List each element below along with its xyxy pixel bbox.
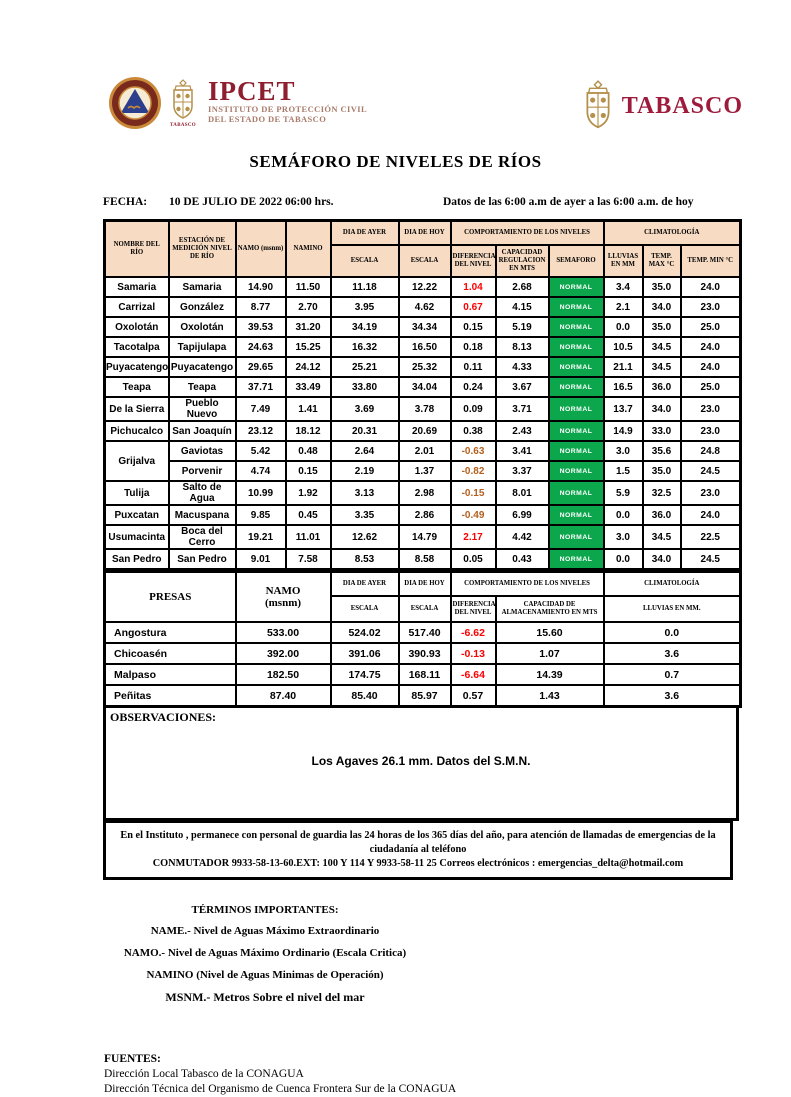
- station-cell: Salto de Agua: [169, 481, 236, 505]
- river-name-cell: Teapa: [105, 377, 169, 397]
- scale-yesterday-cell: 391.06: [331, 643, 399, 664]
- scale-yesterday-cell: 34.19: [331, 317, 399, 337]
- rain-cell: 0.0: [604, 317, 643, 337]
- level-difference-cell: 1.04: [451, 277, 496, 297]
- temp-max-cell: 35.0: [643, 461, 681, 481]
- dam-name-cell: Peñitas: [105, 685, 236, 707]
- level-difference-cell: -6.64: [451, 664, 496, 685]
- river-row: [105, 481, 741, 505]
- station-cell: Macuspana: [169, 505, 236, 525]
- temp-min-cell: 24.0: [681, 337, 741, 357]
- namo-cell: 14.90: [236, 277, 286, 297]
- scale-today-cell: 20.69: [399, 421, 451, 441]
- dam-row: [105, 685, 741, 707]
- rain-cell: 0.0: [604, 505, 643, 525]
- regulation-capacity-cell: 3.41: [496, 441, 549, 461]
- river-row: [105, 377, 741, 397]
- temp-min-cell: 24.5: [681, 549, 741, 570]
- station-cell: Tapijulapa: [169, 337, 236, 357]
- namino-cell: 7.58: [286, 549, 331, 570]
- level-difference-cell: 0.11: [451, 357, 496, 377]
- regulation-capacity-cell: 2.43: [496, 421, 549, 441]
- scale-today-cell: 4.62: [399, 297, 451, 317]
- ipcet-subtitle-line1: INSTITUTO DE PROTECCIÓN CIVIL: [208, 104, 368, 114]
- sources-title: FUENTES:: [104, 1053, 161, 1065]
- scale-today-cell: 517.40: [399, 622, 451, 643]
- scale-today-cell: 2.86: [399, 505, 451, 525]
- temp-max-cell: 32.5: [643, 481, 681, 505]
- level-difference-cell: 0.38: [451, 421, 496, 441]
- river-row: [105, 525, 741, 549]
- date-row: [103, 196, 743, 208]
- river-row: [105, 297, 741, 317]
- namino-cell: 0.45: [286, 505, 331, 525]
- scale-today-cell: 34.34: [399, 317, 451, 337]
- station-cell: San Pedro: [169, 549, 236, 570]
- scale-yesterday-cell: 85.40: [331, 685, 399, 707]
- temp-min-cell: 23.0: [681, 397, 741, 421]
- scale-today-cell: 25.32: [399, 357, 451, 377]
- col-header-namino: NAMINO: [286, 221, 331, 278]
- regulation-capacity-cell: 8.01: [496, 481, 549, 505]
- rain-cell: 3.6: [604, 643, 741, 664]
- regulation-capacity-cell: 3.71: [496, 397, 549, 421]
- river-name-cell: Puxcatan: [105, 505, 169, 525]
- storage-capacity-cell: 1.07: [496, 643, 604, 664]
- station-cell: Pueblo Nuevo: [169, 397, 236, 421]
- semaforo-status-cell: NORMAL: [549, 297, 604, 317]
- river-name-cell: Tacotalpa: [105, 337, 169, 357]
- fecha-value: 10 DE JULIO DE 2022 06:00 hrs.: [169, 196, 334, 208]
- scale-today-cell: 8.58: [399, 549, 451, 570]
- tabasco-wordmark: TABASCO: [621, 92, 743, 119]
- terms-title: TÉRMINOS IMPORTANTES:: [191, 904, 339, 916]
- dam-row: [105, 622, 741, 643]
- temp-min-cell: 24.0: [681, 357, 741, 377]
- rain-cell: 5.9: [604, 481, 643, 505]
- institute-note-line2: CONMUTADOR 9933-58-13-60.EXT: 100 Y 114 Y 9933-58-11 25 Correos electrónicos : emergencias_delta@hotmail.com: [152, 858, 684, 869]
- semaforo-status-cell: NORMAL: [549, 549, 604, 570]
- dams-header-dia-ayer: DIA DE AYER: [331, 572, 399, 596]
- rain-cell: 3.6: [604, 685, 741, 707]
- regulation-capacity-cell: 4.33: [496, 357, 549, 377]
- regulation-capacity-cell: 2.68: [496, 277, 549, 297]
- ipcet-subtitle-line2: DEL ESTADO DE TABASCO: [208, 114, 327, 124]
- dam-name-cell: Angostura: [105, 622, 236, 643]
- storage-capacity-cell: 15.60: [496, 622, 604, 643]
- temp-max-cell: 34.5: [643, 525, 681, 549]
- scale-today-cell: 3.78: [399, 397, 451, 421]
- namo-cell: 37.71: [236, 377, 286, 397]
- dams-header-escala-ayer: ESCALA: [331, 596, 399, 622]
- namino-cell: 31.20: [286, 317, 331, 337]
- scale-yesterday-cell: 20.31: [331, 421, 399, 441]
- level-difference-cell: -0.15: [451, 481, 496, 505]
- rain-cell: 21.1: [604, 357, 643, 377]
- river-name-cell: Pichucalco: [105, 421, 169, 441]
- col-header-dia-ayer: DIA DE AYER: [331, 221, 399, 246]
- river-row: [105, 461, 741, 481]
- level-difference-cell: 0.09: [451, 397, 496, 421]
- scale-yesterday-cell: 524.02: [331, 622, 399, 643]
- river-row: [105, 549, 741, 570]
- river-row: [105, 441, 741, 461]
- river-name-cell: San Pedro: [105, 549, 169, 570]
- rivers-table: [103, 219, 742, 571]
- river-name-cell: Samaria: [105, 277, 169, 297]
- namo-cell: 29.65: [236, 357, 286, 377]
- scale-yesterday-cell: 25.21: [331, 357, 399, 377]
- col-header-comportamiento: COMPORTAMIENTO DE LOS NIVELES: [451, 221, 604, 246]
- dams-header-dia-hoy: DIA DE HOY: [399, 572, 451, 596]
- dams-header-presas: PRESAS: [105, 572, 236, 622]
- namino-cell: 18.12: [286, 421, 331, 441]
- scale-yesterday-cell: 16.32: [331, 337, 399, 357]
- namo-cell: 8.77: [236, 297, 286, 317]
- rain-cell: 0.7: [604, 664, 741, 685]
- station-cell: Porvenir: [169, 461, 236, 481]
- temp-min-cell: 24.0: [681, 277, 741, 297]
- temp-min-cell: 22.5: [681, 525, 741, 549]
- source-line-2: Dirección Técnica del Organismo de Cuenca Frontera Sur de la CONAGUA: [104, 1083, 457, 1095]
- namino-cell: 0.48: [286, 441, 331, 461]
- regulation-capacity-cell: 0.43: [496, 549, 549, 570]
- level-difference-cell: -6.62: [451, 622, 496, 643]
- namino-cell: 33.49: [286, 377, 331, 397]
- river-name-cell: Tulija: [105, 481, 169, 505]
- station-cell: Gaviotas: [169, 441, 236, 461]
- semaforo-status-cell: NORMAL: [549, 277, 604, 297]
- regulation-capacity-cell: 3.67: [496, 377, 549, 397]
- river-row: [105, 277, 741, 297]
- river-name-cell: Grijalva: [105, 441, 169, 481]
- river-row: [105, 357, 741, 377]
- fecha-label: FECHA:: [103, 196, 148, 208]
- ipcet-logo: [108, 76, 367, 130]
- scale-yesterday-cell: 3.35: [331, 505, 399, 525]
- river-name-cell: Carrizal: [105, 297, 169, 317]
- rain-cell: 16.5: [604, 377, 643, 397]
- level-difference-cell: -0.49: [451, 505, 496, 525]
- rain-cell: 0.0: [604, 622, 741, 643]
- crest-caption: TABASCO: [170, 123, 196, 128]
- col-header-capacidad: CAPACIDAD REGULACION EN MTS: [496, 245, 549, 277]
- temp-min-cell: 23.0: [681, 421, 741, 441]
- scale-today-cell: 390.93: [399, 643, 451, 664]
- rain-cell: 14.9: [604, 421, 643, 441]
- tabasco-state-crest-icon: [580, 80, 616, 132]
- col-header-temp-max: TEMP. MAX °C: [643, 245, 681, 277]
- level-difference-cell: 0.18: [451, 337, 496, 357]
- dams-header-comportamiento: COMPORTAMIENTO DE LOS NIVELES: [451, 572, 604, 596]
- sources-block: [104, 1052, 791, 1097]
- namino-cell: 1.41: [286, 397, 331, 421]
- river-name-cell: Usumacinta: [105, 525, 169, 549]
- dams-header-climatologia: CLIMATOLOGÍA: [604, 572, 741, 596]
- rain-cell: 0.0: [604, 549, 643, 570]
- namo-cell: 24.63: [236, 337, 286, 357]
- namino-cell: 11.50: [286, 277, 331, 297]
- term-name: NAME.- Nivel de Aguas Máximo Extraordinario: [150, 925, 380, 937]
- tables-stack: [103, 219, 739, 880]
- station-cell: San Joaquín: [169, 421, 236, 441]
- regulation-capacity-cell: 8.13: [496, 337, 549, 357]
- namo-cell: 19.21: [236, 525, 286, 549]
- rain-cell: 3.0: [604, 525, 643, 549]
- col-header-semaforo: SEMAFORO: [549, 245, 604, 277]
- namino-cell: 2.70: [286, 297, 331, 317]
- temp-min-cell: 24.0: [681, 505, 741, 525]
- observations-label: OBSERVACIONES:: [110, 710, 217, 724]
- dams-header-capacidad: CAPACIDAD DE ALMACENAMIENTO EN MTS: [496, 596, 604, 622]
- col-header-escala-ayer: ESCALA: [331, 245, 399, 277]
- level-difference-cell: 0.15: [451, 317, 496, 337]
- namino-cell: 24.12: [286, 357, 331, 377]
- level-difference-cell: -0.13: [451, 643, 496, 664]
- level-difference-cell: 2.17: [451, 525, 496, 549]
- scale-today-cell: 1.37: [399, 461, 451, 481]
- scale-today-cell: 16.50: [399, 337, 451, 357]
- temp-min-cell: 23.0: [681, 481, 741, 505]
- temp-max-cell: 36.0: [643, 377, 681, 397]
- term-namo: NAMO.- Nivel de Aguas Máximo Ordinario (Escala Critica): [123, 947, 407, 959]
- namo-cell: 392.00: [236, 643, 331, 664]
- namo-cell: 4.74: [236, 461, 286, 481]
- col-header-climatologia: CLIMATOLOGÍA: [604, 221, 741, 246]
- page-title: SEMÁFORO DE NIVELES DE RÍOS: [249, 152, 542, 171]
- scale-today-cell: 85.97: [399, 685, 451, 707]
- station-cell: Oxolotán: [169, 317, 236, 337]
- col-header-namo: NAMO (msnm): [236, 221, 286, 278]
- proteccion-civil-badge-icon: [108, 76, 162, 130]
- temp-min-cell: 25.0: [681, 377, 741, 397]
- namo-cell: 39.53: [236, 317, 286, 337]
- important-terms: [70, 904, 460, 1004]
- namo-cell: 182.50: [236, 664, 331, 685]
- semaforo-status-cell: NORMAL: [549, 397, 604, 421]
- level-difference-cell: 0.67: [451, 297, 496, 317]
- river-row: [105, 421, 741, 441]
- namo-cell: 23.12: [236, 421, 286, 441]
- col-header-temp-min: TEMP. MIN °C: [681, 245, 741, 277]
- rain-cell: 13.7: [604, 397, 643, 421]
- col-header-escala-hoy: ESCALA: [399, 245, 451, 277]
- semaforo-status-cell: NORMAL: [549, 421, 604, 441]
- river-row: [105, 337, 741, 357]
- temp-max-cell: 35.6: [643, 441, 681, 461]
- level-difference-cell: 0.57: [451, 685, 496, 707]
- temp-min-cell: 23.0: [681, 297, 741, 317]
- observations-text: Los Agaves 26.1 mm. Datos del S.M.N.: [311, 754, 531, 768]
- term-msnm: MSNM.- Metros Sobre el nivel del mar: [165, 990, 365, 1004]
- semaforo-status-cell: NORMAL: [549, 525, 604, 549]
- tabasco-crest-icon: [168, 78, 198, 122]
- station-cell: González: [169, 297, 236, 317]
- institute-note-box: [103, 821, 733, 880]
- station-cell: Samaria: [169, 277, 236, 297]
- col-header-lluvias: LLUVIAS EN MM: [604, 245, 643, 277]
- temp-max-cell: 36.0: [643, 505, 681, 525]
- scale-today-cell: 34.04: [399, 377, 451, 397]
- term-namino: NAMINO (Nivel de Aguas Minimas de Operación): [146, 969, 384, 981]
- semaforo-status-cell: NORMAL: [549, 357, 604, 377]
- tabasco-logo: [580, 80, 743, 132]
- ipcet-acronym: IPCET: [208, 76, 296, 106]
- storage-capacity-cell: 14.39: [496, 664, 604, 685]
- river-name-cell: Oxolotán: [105, 317, 169, 337]
- scale-yesterday-cell: 2.19: [331, 461, 399, 481]
- col-header-diferencia: DIFERENCIA DEL NIVEL: [451, 245, 496, 277]
- scale-yesterday-cell: 33.80: [331, 377, 399, 397]
- namo-cell: 5.42: [236, 441, 286, 461]
- scale-yesterday-cell: 174.75: [331, 664, 399, 685]
- dams-header-escala-hoy: ESCALA: [399, 596, 451, 622]
- temp-max-cell: 35.0: [643, 277, 681, 297]
- scale-yesterday-cell: 3.13: [331, 481, 399, 505]
- dam-row: [105, 664, 741, 685]
- observations-box: [103, 708, 739, 821]
- regulation-capacity-cell: 6.99: [496, 505, 549, 525]
- temp-max-cell: 34.5: [643, 337, 681, 357]
- header-logos: [0, 0, 791, 132]
- semaforo-status-cell: NORMAL: [549, 317, 604, 337]
- scale-today-cell: 14.79: [399, 525, 451, 549]
- regulation-capacity-cell: 4.15: [496, 297, 549, 317]
- dams-header-lluvias: LLUVIAS EN MM.: [604, 596, 741, 622]
- temp-max-cell: 34.0: [643, 397, 681, 421]
- temp-min-cell: 25.0: [681, 317, 741, 337]
- dams-header-namo: [236, 572, 331, 622]
- semaforo-status-cell: NORMAL: [549, 505, 604, 525]
- temp-max-cell: 34.0: [643, 549, 681, 570]
- namino-cell: 15.25: [286, 337, 331, 357]
- temp-max-cell: 33.0: [643, 421, 681, 441]
- river-name-cell: Puyacatengo: [105, 357, 169, 377]
- ipcet-wordmark: [208, 78, 367, 124]
- level-difference-cell: 0.24: [451, 377, 496, 397]
- scale-yesterday-cell: 8.53: [331, 549, 399, 570]
- namo-cell: 9.85: [236, 505, 286, 525]
- river-row: [105, 505, 741, 525]
- dam-row: [105, 643, 741, 664]
- source-line-1: Dirección Local Tabasco de la CONAGUA: [104, 1068, 304, 1080]
- temp-min-cell: 24.8: [681, 441, 741, 461]
- station-cell: Boca del Cerro: [169, 525, 236, 549]
- temp-max-cell: 34.5: [643, 357, 681, 377]
- scale-yesterday-cell: 12.62: [331, 525, 399, 549]
- regulation-capacity-cell: 5.19: [496, 317, 549, 337]
- river-row: [105, 317, 741, 337]
- storage-capacity-cell: 1.43: [496, 685, 604, 707]
- col-header-estacion: ESTACIÓN DE MEDICIÓN NIVEL DE RÍO: [169, 221, 236, 278]
- river-row: [105, 397, 741, 421]
- level-difference-cell: -0.63: [451, 441, 496, 461]
- institute-note-line1: En el Instituto , permanece con personal de guardia las 24 horas de los 365 días del año, para atención de llamadas de emergencias de la ciudadanía al teléfono: [120, 830, 716, 855]
- regulation-capacity-cell: 4.42: [496, 525, 549, 549]
- semaforo-status-cell: NORMAL: [549, 337, 604, 357]
- scale-yesterday-cell: 11.18: [331, 277, 399, 297]
- scale-yesterday-cell: 3.69: [331, 397, 399, 421]
- temp-min-cell: 24.5: [681, 461, 741, 481]
- col-header-dia-hoy: DIA DE HOY: [399, 221, 451, 246]
- namo-cell: 7.49: [236, 397, 286, 421]
- station-cell: Puyacatengo: [169, 357, 236, 377]
- namo-cell: 9.01: [236, 549, 286, 570]
- namino-cell: 0.15: [286, 461, 331, 481]
- semaforo-status-cell: NORMAL: [549, 441, 604, 461]
- river-name-cell: De la Sierra: [105, 397, 169, 421]
- temp-max-cell: 35.0: [643, 317, 681, 337]
- namo-cell: 533.00: [236, 622, 331, 643]
- rain-cell: 3.4: [604, 277, 643, 297]
- dam-name-cell: Chicoasén: [105, 643, 236, 664]
- regulation-capacity-cell: 3.37: [496, 461, 549, 481]
- dams-header-namo-line1: NAMO: [265, 585, 301, 597]
- scale-today-cell: 2.01: [399, 441, 451, 461]
- semaforo-status-cell: NORMAL: [549, 377, 604, 397]
- namo-cell: 10.99: [236, 481, 286, 505]
- rain-cell: 1.5: [604, 461, 643, 481]
- ipcet-crest: [168, 78, 198, 128]
- dams-table-body: [105, 622, 741, 707]
- semaforo-status-cell: NORMAL: [549, 461, 604, 481]
- scale-yesterday-cell: 3.95: [331, 297, 399, 317]
- scale-today-cell: 2.98: [399, 481, 451, 505]
- semaforo-status-cell: NORMAL: [549, 481, 604, 505]
- rain-cell: 3.0: [604, 441, 643, 461]
- dam-name-cell: Malpaso: [105, 664, 236, 685]
- dams-header-diferencia: DIFERENCIA DEL NIVEL: [451, 596, 496, 622]
- scale-today-cell: 168.11: [399, 664, 451, 685]
- scale-yesterday-cell: 2.64: [331, 441, 399, 461]
- rain-cell: 10.5: [604, 337, 643, 357]
- namino-cell: 11.01: [286, 525, 331, 549]
- col-header-nombre: NOMBRE DEL RÍO: [105, 221, 169, 278]
- level-difference-cell: 0.05: [451, 549, 496, 570]
- station-cell: Teapa: [169, 377, 236, 397]
- scale-today-cell: 12.22: [399, 277, 451, 297]
- rivers-table-body: [105, 277, 741, 570]
- namo-cell: 87.40: [236, 685, 331, 707]
- dams-header-namo-line2: (msnm): [264, 597, 302, 609]
- namino-cell: 1.92: [286, 481, 331, 505]
- dams-table: [103, 571, 742, 708]
- temp-max-cell: 34.0: [643, 297, 681, 317]
- datos-note: Datos de las 6:00 a.m de ayer a las 6:00 a.m. de hoy: [443, 196, 694, 208]
- rain-cell: 2.1: [604, 297, 643, 317]
- level-difference-cell: -0.82: [451, 461, 496, 481]
